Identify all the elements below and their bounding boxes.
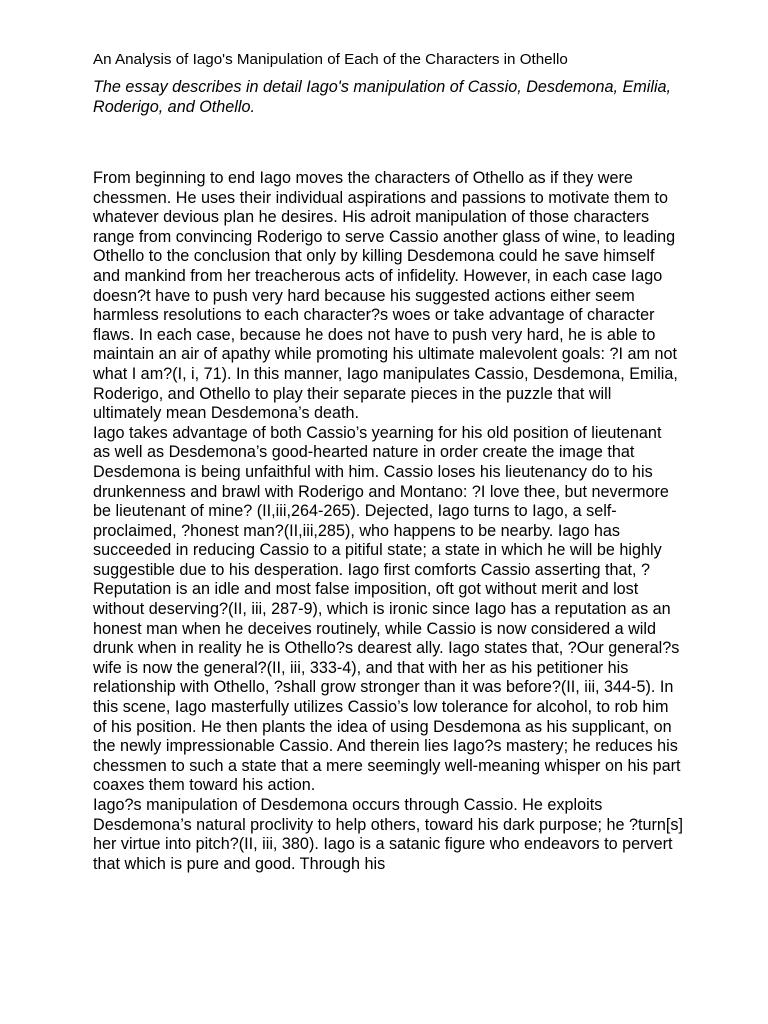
document-body: [93, 169, 683, 874]
document-page: [93, 50, 683, 874]
document-subtitle: The essay describes in detail Iago's manipulation of Cassio, Desdemona, Emilia, Roderigo, and Othello.: [93, 78, 672, 116]
document-title: An Analysis of Iago's Manipulation of Each of the Characters in Othello: [93, 51, 568, 68]
body-paragraph-3: Iago?s manipulation of Desdemona occurs through Cassio. He exploits Desdemona’s natural proclivity to help others, toward his dark purpose; he ?turn[s] her virtue into pitch?(II, iii, 380). Iago is a satanic figure who endeavors to pervert that which is pure and good. Through his: [93, 796, 683, 873]
body-paragraph-2: Iago takes advantage of both Cassio’s yearning for his old position of lieutenant as well as Desdemona’s good-hearted nature in order create the image that Desdemona is being unfaithful with him. Cassio loses his lieutenancy do to his drunkenness and brawl with Roderigo and Montano: ?I love thee, but nevermore be lieutenant of mine? (II,iii,264-265). Dejected, Iago turns to Iago, a self-proclaimed, ?honest man?(II,iii,285), who happens to be nearby. Iago has succeeded in reducing Cassio to a pitiful state; a state in which he will be highly suggestible due to his desperation. Iago first comforts Cassio asserting that, ?Reputation is an idle and most false imposition, oft got without merit and lost without deserving?(II, iii, 287-9), which is ironic since Iago has a reputation as an honest man when he deceives routinely, while Cassio is now considered a wild drunk when in reality he is Othello?s dearest ally. Iago states that, ?Our general?s wife is now the general?(II, iii, 333-4), and that with her as his petitioner his relationship with Othello, ?shall grow stronger than it was before?(II, iii, 344-5). In this scene, Iago masterfully utilizes Cassio’s low tolerance for alcohol, to rob him of his position. He then plants the idea of using Desdemona as his supplicant, on the newly impressionable Cassio. And therein lies Iago?s mastery; he reduces his chessmen to such a state that a mere seemingly well-meaning whisper on his part coaxes them toward his action.: [93, 423, 681, 795]
body-paragraph-1: From beginning to end Iago moves the characters of Othello as if they were chessmen. He uses their individual aspirations and passions to motivate them to whatever devious plan he desires. His adroit manipulation of those characters range from convincing Roderigo to serve Cassio another glass of wine, to leading Othello to the conclusion that only by killing Desdemona could he save himself and mankind from her treacherous acts of infidelity. However, in each case Iago doesn?t have to push very hard because his suggested actions either seem harmless resolutions to each character?s woes or take advantage of character flaws. In each case, because he does not have to push very hard, he is able to maintain an air of apathy while promoting his ultimate malevolent goals: ?I am not what I am?(I, i, 71). In this manner, Iago manipulates Cassio, Desdemona, Emilia, Roderigo, and Othello to play their separate pieces in the puzzle that will ultimately mean Desdemona’s death.: [93, 169, 678, 423]
